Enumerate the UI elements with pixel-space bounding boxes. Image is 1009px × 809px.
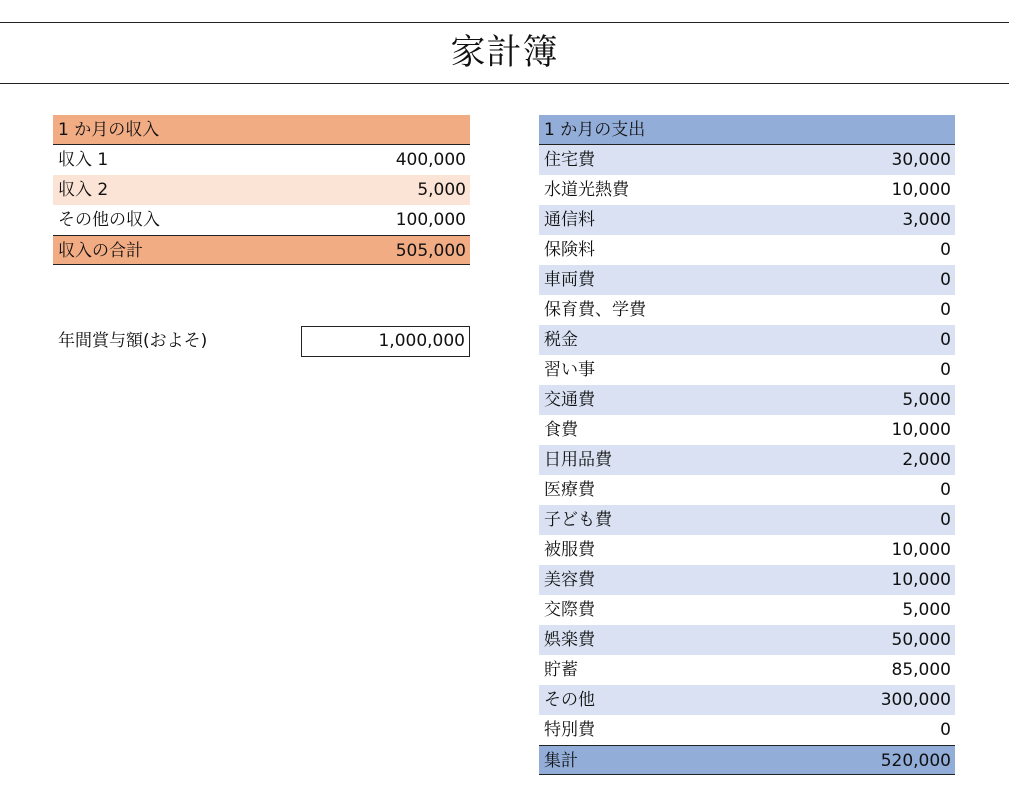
expense-label: 税金 — [544, 330, 578, 350]
expense-row — [539, 655, 955, 685]
expense-value[interactable]: 300,000 — [880, 690, 951, 710]
expense-value[interactable]: 5,000 — [902, 390, 951, 410]
expense-total-value: 520,000 — [880, 751, 951, 771]
income-value[interactable]: 100,000 — [395, 210, 466, 230]
income-value[interactable]: 400,000 — [395, 150, 466, 170]
expense-row — [539, 445, 955, 475]
expense-row — [539, 715, 955, 745]
expense-label: 食費 — [544, 420, 578, 440]
expense-label: 日用品費 — [544, 450, 612, 470]
expense-label: 交通費 — [544, 390, 595, 410]
expense-row — [539, 295, 955, 325]
income-total-label: 収入の合計 — [58, 241, 143, 261]
expense-label: 保育費、学費 — [544, 300, 646, 320]
expense-header-row — [539, 115, 955, 145]
expense-value[interactable]: 0 — [940, 360, 951, 380]
income-header-row — [53, 115, 470, 145]
expense-value[interactable]: 0 — [940, 240, 951, 260]
title-top-border — [0, 22, 1009, 23]
expense-row — [539, 475, 955, 505]
expense-value[interactable]: 0 — [940, 720, 951, 740]
expense-row — [539, 625, 955, 655]
expense-label: 被服費 — [544, 540, 595, 560]
expense-table — [539, 115, 955, 775]
expense-row — [539, 595, 955, 625]
expense-total-label: 集計 — [544, 751, 578, 771]
income-header: 1 か月の収入 — [58, 120, 160, 140]
expense-label: 娯楽費 — [544, 630, 595, 650]
income-label: 収入 2 — [58, 180, 109, 200]
expense-value[interactable]: 2,000 — [902, 450, 951, 470]
expense-row — [539, 265, 955, 295]
annual-bonus-field[interactable]: 1,000,000 — [301, 326, 470, 357]
expense-row — [539, 565, 955, 595]
expense-label: 医療費 — [544, 480, 595, 500]
expense-value[interactable]: 10,000 — [891, 180, 951, 200]
expense-value[interactable]: 10,000 — [891, 420, 951, 440]
expense-row — [539, 235, 955, 265]
expense-value[interactable]: 10,000 — [891, 570, 951, 590]
expense-value[interactable]: 30,000 — [891, 150, 951, 170]
income-row — [53, 175, 470, 205]
income-label: 収入 1 — [58, 150, 109, 170]
annual-bonus-label: 年間賞与額(およそ) — [58, 331, 208, 351]
expense-label: 車両費 — [544, 270, 595, 290]
expense-rows — [539, 145, 955, 745]
income-row — [53, 205, 470, 235]
expense-row — [539, 205, 955, 235]
expense-row — [539, 325, 955, 355]
expense-value[interactable]: 5,000 — [902, 600, 951, 620]
expense-value[interactable]: 0 — [940, 300, 951, 320]
income-label: その他の収入 — [58, 210, 160, 230]
expense-value[interactable]: 0 — [940, 330, 951, 350]
expense-label: 水道光熱費 — [544, 180, 629, 200]
expense-label: 子ども費 — [544, 510, 612, 530]
expense-label: 住宅費 — [544, 150, 595, 170]
expense-row — [539, 505, 955, 535]
expense-label: 習い事 — [544, 360, 595, 380]
expense-row — [539, 385, 955, 415]
income-value[interactable]: 5,000 — [417, 180, 466, 200]
page-title: 家計簿 — [450, 33, 559, 73]
income-total-value: 505,000 — [395, 241, 466, 261]
expense-value[interactable]: 0 — [940, 270, 951, 290]
expense-row — [539, 355, 955, 385]
expense-value[interactable]: 10,000 — [891, 540, 951, 560]
expense-value[interactable]: 0 — [940, 480, 951, 500]
expense-label: 通信料 — [544, 210, 595, 230]
expense-label: 交際費 — [544, 600, 595, 620]
expense-row — [539, 145, 955, 175]
income-row — [53, 145, 470, 175]
expense-total-row — [539, 745, 955, 775]
expense-row — [539, 175, 955, 205]
expense-label: 特別費 — [544, 720, 595, 740]
expense-value[interactable]: 3,000 — [902, 210, 951, 230]
title-bottom-border — [0, 83, 1009, 84]
income-table — [53, 115, 470, 265]
expense-row — [539, 685, 955, 715]
expense-value[interactable]: 85,000 — [891, 660, 951, 680]
expense-label: 貯蓄 — [544, 660, 578, 680]
expense-row — [539, 415, 955, 445]
expense-header: 1 か月の支出 — [544, 120, 646, 140]
expense-row — [539, 535, 955, 565]
income-total-row — [53, 235, 470, 265]
expense-label: 保険料 — [544, 240, 595, 260]
expense-label: その他 — [544, 690, 595, 710]
expense-label: 美容費 — [544, 570, 595, 590]
expense-value[interactable]: 0 — [940, 510, 951, 530]
expense-value[interactable]: 50,000 — [891, 630, 951, 650]
